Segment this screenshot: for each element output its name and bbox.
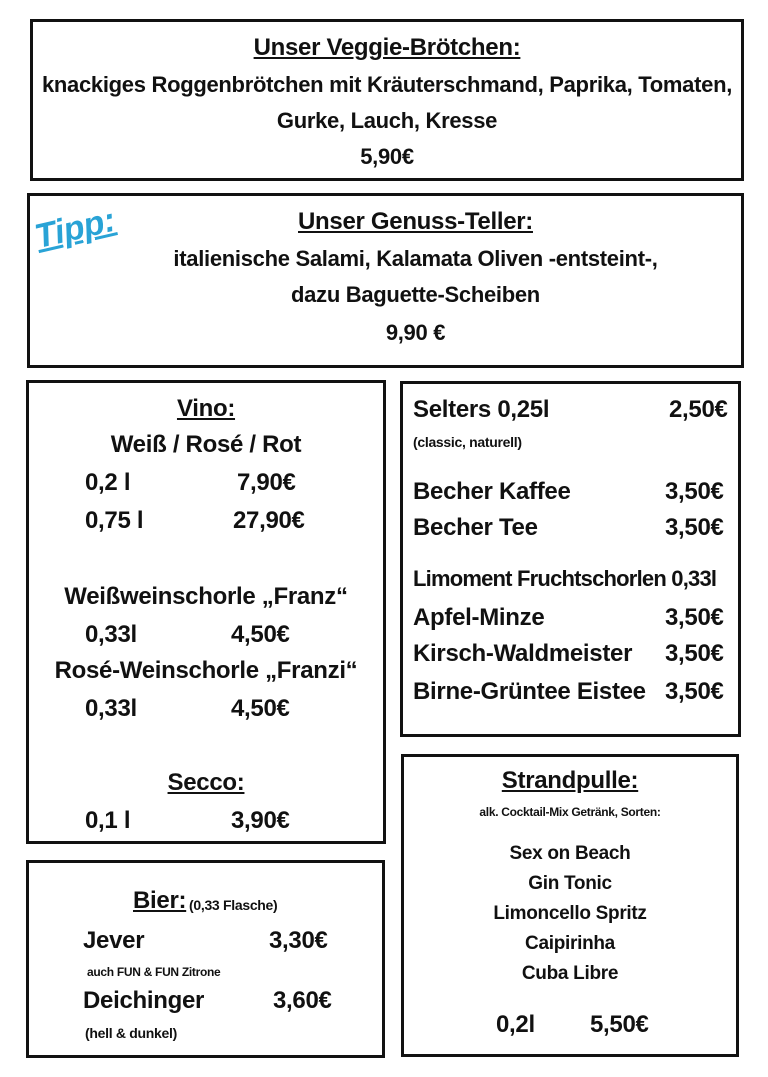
secco-title: Secco:	[167, 769, 245, 796]
birne-price: 3,50€	[665, 678, 724, 705]
genuss-box	[27, 193, 744, 368]
vino-title: Vino:	[176, 395, 236, 422]
veggie-title: Unser Veggie-Brötchen:	[253, 34, 521, 61]
apfel-price: 3,50€	[665, 604, 724, 631]
veggie-box	[30, 19, 744, 181]
limoment-label: Limoment Fruchtschorlen 0,33l	[413, 566, 717, 591]
tip-label: Tipp:	[31, 200, 119, 257]
wine-price-1: 7,90€	[237, 469, 296, 496]
veggie-line2: Gurke, Lauch, Kresse	[276, 108, 498, 133]
schorle2-title: Rosé-Weinschorle „Franzi“	[54, 657, 358, 684]
genuss-line1: italienische Salami, Kalamata Oliven -entsteint-,	[173, 246, 658, 271]
beer-title-note: (0,33 Flasche)	[189, 897, 278, 913]
secco-size: 0,1 l	[85, 807, 131, 834]
kaffee-price: 3,50€	[665, 478, 724, 505]
wine-size-1: 0,2 l	[85, 469, 131, 496]
wine-box	[26, 380, 386, 844]
selters-note: (classic, naturell)	[413, 434, 522, 450]
deichinger-note: (hell & dunkel)	[85, 1025, 177, 1041]
birne-label: Birne-Grüntee Eistee	[413, 678, 646, 705]
genuss-price: 9,90 €	[385, 320, 446, 345]
apfel-label: Apfel-Minze	[413, 604, 545, 631]
schorle1-size: 0,33l	[85, 621, 137, 648]
genuss-line2: dazu Baguette-Scheiben	[291, 282, 540, 307]
kirsch-label: Kirsch-Waldmeister	[413, 640, 633, 667]
kaffee-label: Becher Kaffee	[413, 478, 571, 505]
schorle1-price: 4,50€	[231, 621, 290, 648]
strand-title: Strandpulle:	[501, 767, 639, 794]
wine-price-2: 27,90€	[233, 507, 305, 534]
schorle2-size: 0,33l	[85, 695, 137, 722]
jever-label: Jever	[83, 927, 145, 954]
strand-size: 0,2l	[496, 1011, 535, 1038]
selters-label: Selters 0,25l	[413, 396, 550, 423]
beer-box	[26, 860, 385, 1058]
deichinger-label: Deichinger	[83, 987, 205, 1014]
schorle2-price: 4,50€	[231, 695, 290, 722]
veggie-price: 5,90€	[360, 144, 414, 169]
strand-sort: Cuba Libre	[521, 963, 619, 984]
strand-box	[401, 754, 739, 1057]
tee-price: 3,50€	[665, 514, 724, 541]
strand-sort: Gin Tonic	[528, 873, 612, 894]
jever-note: auch FUN & FUN Zitrone	[87, 965, 221, 979]
beer-title: Bier:	[133, 887, 187, 914]
schorle1-title: Weißweinschorle „Franz“	[64, 583, 348, 610]
deichinger-price: 3,60€	[273, 987, 332, 1014]
genuss-title: Unser Genuss-Teller:	[298, 208, 533, 235]
strand-sort: Sex on Beach	[509, 843, 631, 864]
drinks-box	[400, 381, 741, 737]
tee-label: Becher Tee	[413, 514, 538, 541]
strand-sort: Limoncello Spritz	[493, 903, 647, 924]
wine-colors: Weiß / Rosé / Rot	[110, 431, 302, 458]
strand-sort: Caipirinha	[525, 933, 615, 954]
strand-subtitle: alk. Cocktail-Mix Getränk, Sorten:	[479, 805, 661, 819]
strand-price: 5,50€	[590, 1011, 649, 1038]
wine-size-2: 0,75 l	[85, 507, 144, 534]
secco-price: 3,90€	[231, 807, 290, 834]
veggie-line1: knackiges Roggenbrötchen mit Kräuterschmand, Paprika, Tomaten,	[41, 72, 733, 97]
jever-price: 3,30€	[269, 927, 328, 954]
kirsch-price: 3,50€	[665, 640, 724, 667]
selters-price: 2,50€	[669, 396, 728, 423]
